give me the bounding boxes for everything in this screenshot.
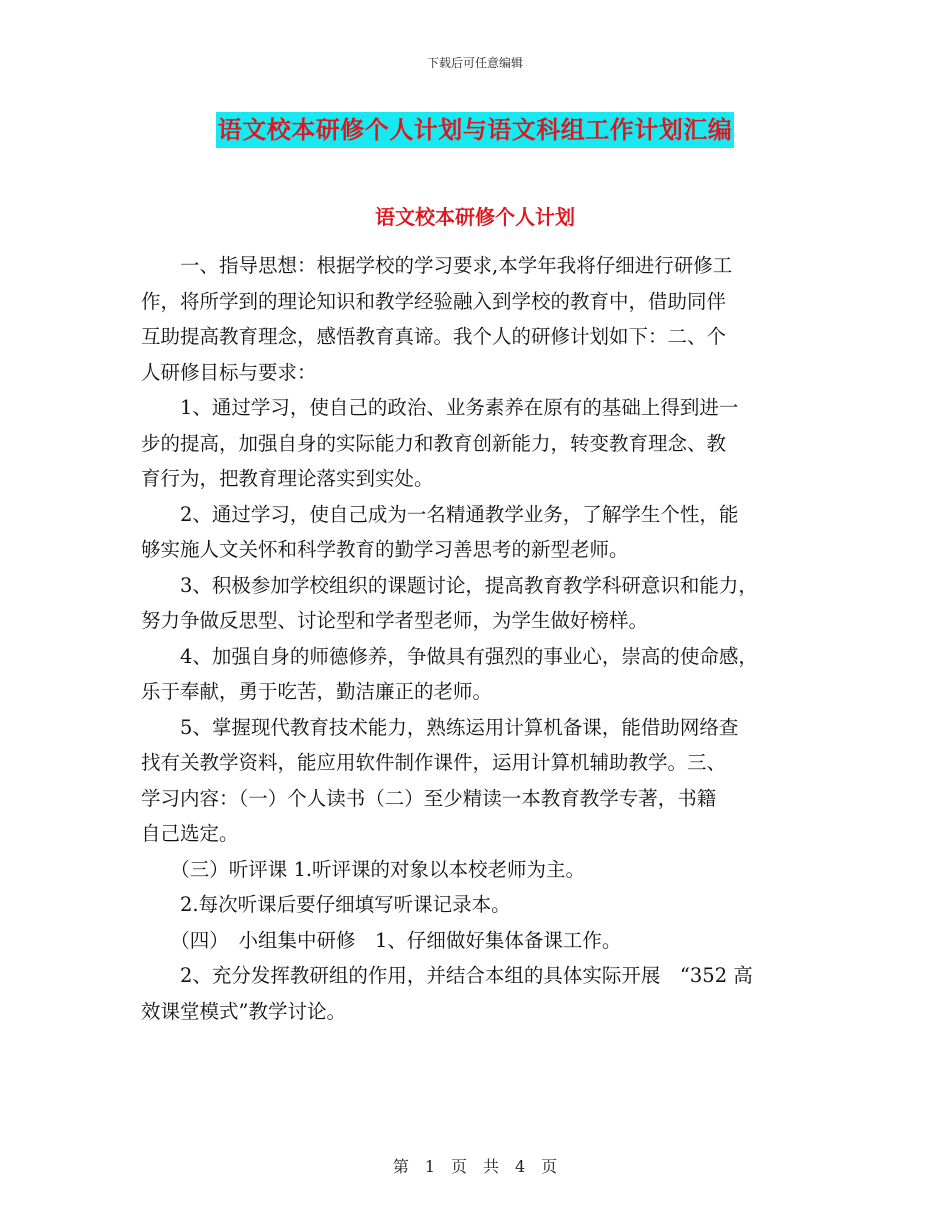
page-header-note: 下载后可任意编辑 xyxy=(426,56,523,70)
body-line: 人研修目标与要求： xyxy=(141,360,317,384)
body-line: 效课堂模式”教学讨论。 xyxy=(141,999,346,1023)
page-number: 第 1 页 共 4 页 xyxy=(392,1157,558,1176)
body-line: 乐于奉献，勇于吃苦，勤洁廉正的老师。 xyxy=(141,680,493,703)
body-line: 学习内容：（一）个人读书（二）至少精读一本教育教学专著，书籍 xyxy=(141,786,717,810)
body-line: 够实施人文关怀和科学教育的勤学习善思考的新型老师。 xyxy=(141,538,629,561)
body-line: 4、加强自身的师德修养，争做具有强烈的事业心，崇高的使命感， xyxy=(141,644,758,668)
body-line: 3、积极参加学校组织的课题讨论，提高教育教学科研意识和能力， xyxy=(141,573,758,597)
body-line: 步的提高，加强自身的实际能力和教育创新能力，转变教育理念、教 xyxy=(141,431,727,455)
body-line: 作，将所学到的理论知识和教学经验融入到学校的教育中，借助同伴 xyxy=(141,289,727,313)
body-line: 一、指导思想：根据学校的学习要求,本学年我将仔细进行研修工 xyxy=(141,254,733,277)
document-title: 语文校本研修个人计划与语文科组工作计划汇编 xyxy=(216,112,735,148)
body-line: 自己选定。 xyxy=(141,822,239,845)
body-line: （三）听评课 1.听评课的对象以本校老师为主。 xyxy=(141,857,586,881)
body-line: 努力争做反思型、讨论型和学者型老师，为学生做好榜样。 xyxy=(141,609,649,632)
body-line: 2、通过学习，使自己成为一名精通教学业务，了解学生个性，能 xyxy=(141,502,739,526)
body-line: 互助提高教育理念，感悟教育真谛。我个人的研修计划如下：二、个 xyxy=(141,325,727,348)
body-line: 2、充分发挥教研组的作用，并结合本组的具体实际开展 “352 高 xyxy=(141,964,753,987)
document-body xyxy=(141,248,813,1029)
body-line: 找有关教学资料，能应用软件制作课件，运用计算机辅助教学。三、 xyxy=(141,751,727,774)
body-line: 2.每次听课后要仔细填写听课记录本。 xyxy=(141,893,511,916)
body-line: （四） 小组集中研修 1、仔细做好集体备课工作。 xyxy=(141,928,622,952)
body-line: 1、通过学习，使自己的政治、业务素养在原有的基础上得到进一 xyxy=(141,396,739,419)
body-line: 育行为，把教育理论落实到实处。 xyxy=(141,467,434,490)
body-line: 5、掌握现代教育技术能力，熟练运用计算机备课，能借助网络查 xyxy=(141,715,739,739)
document-title-container xyxy=(0,112,950,148)
section-title: 语文校本研修个人计划 xyxy=(375,205,575,229)
